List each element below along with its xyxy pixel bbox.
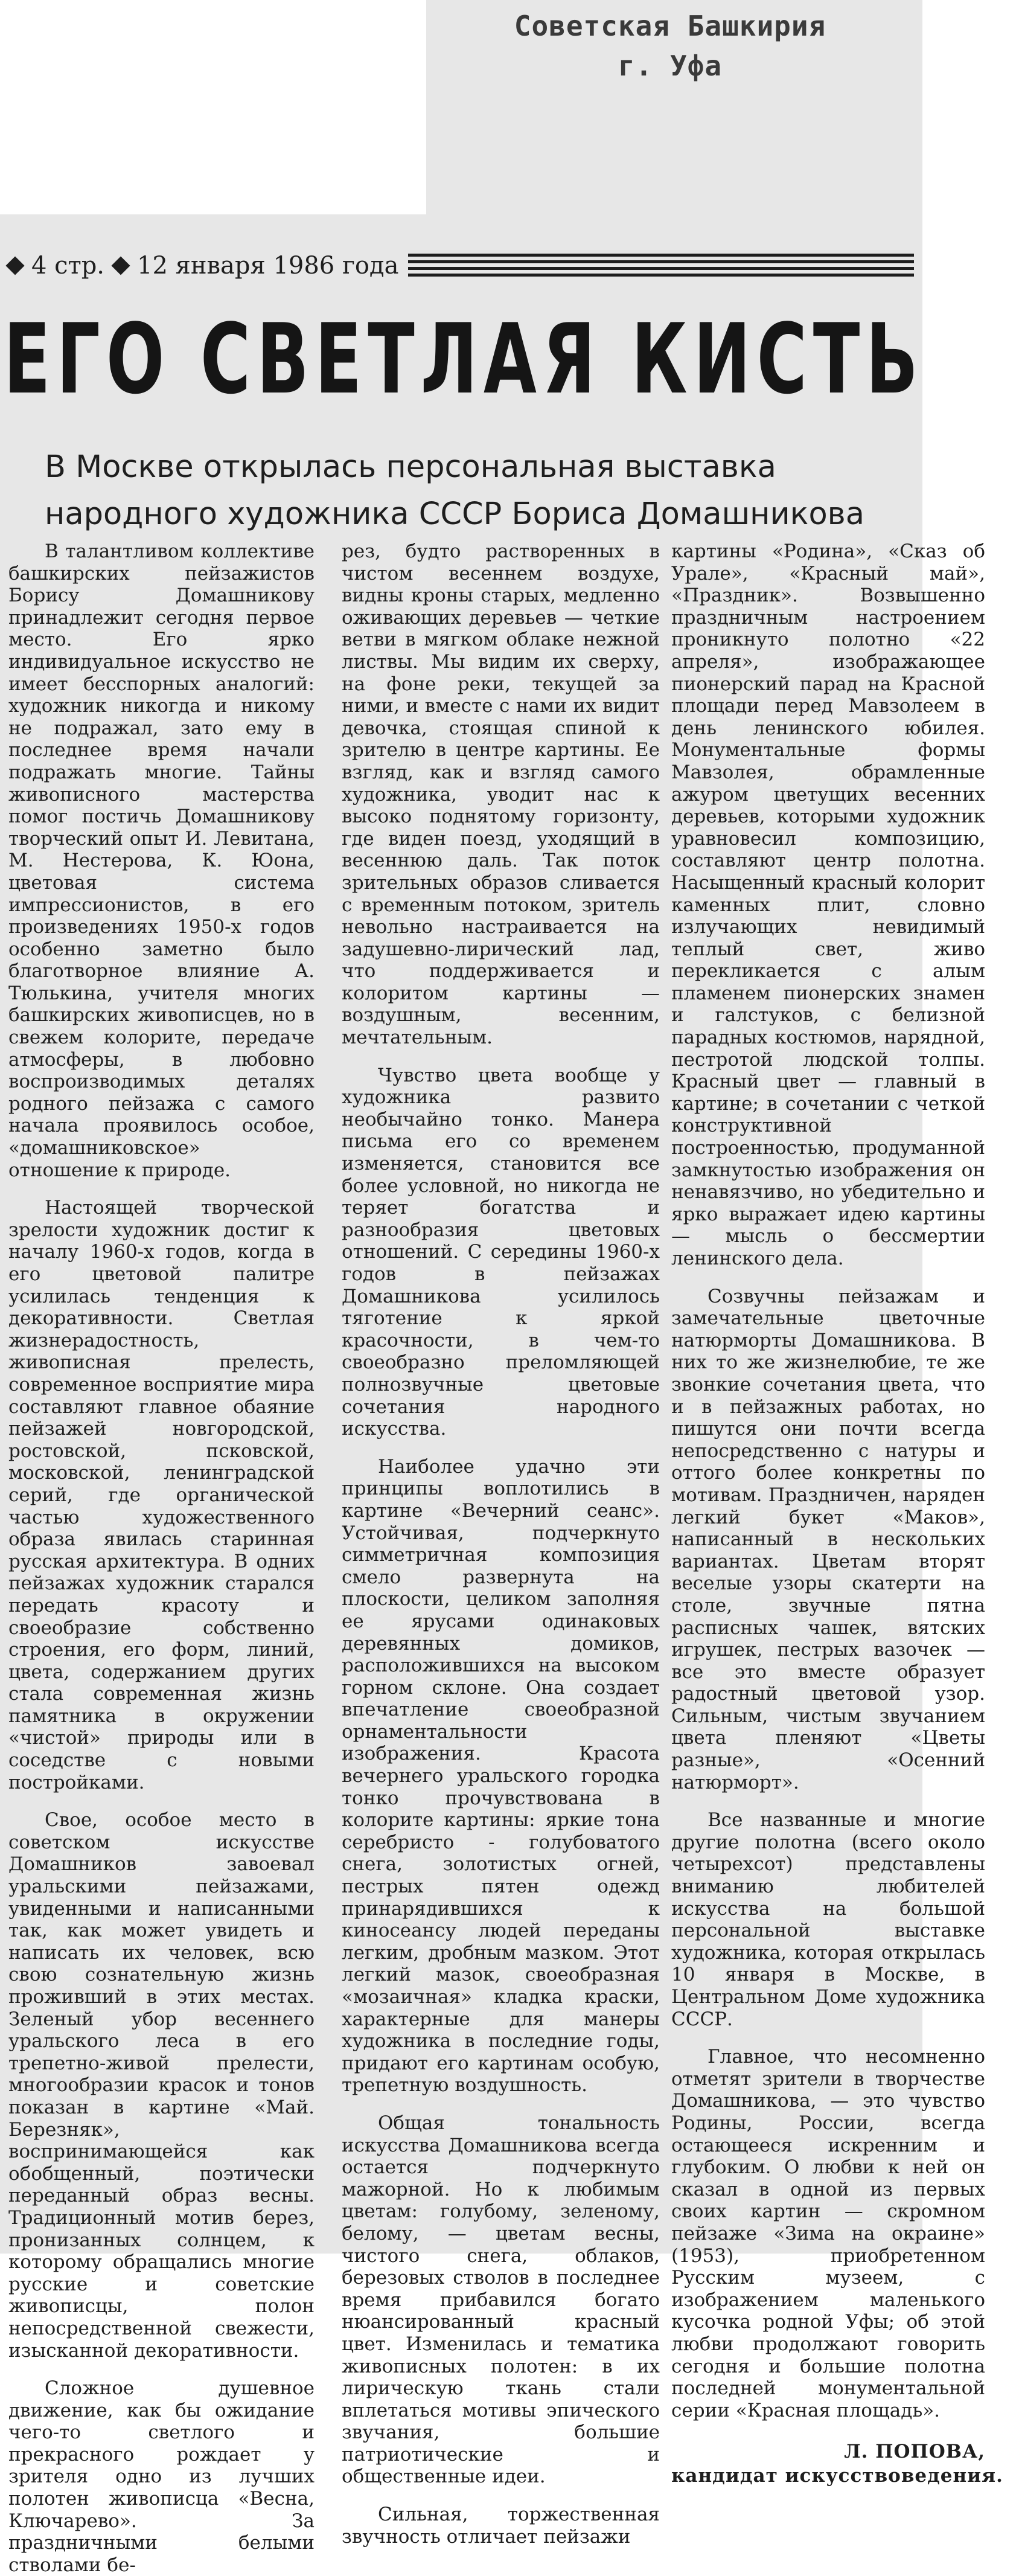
paragraph-4-end: рез, будто растворенных в чистом весеннем воздухе, видны кроны старых, медленно оживающих деревьев — четкие ветви в мягком облаке нежной листвы. Мы видим их сверху, на фоне реки, текущей за ними, и вместе с нами их видит девочка, стоящая спиной к зрителю в центре картины. Ее взгляд, как и взгляд самого художника, уводит нас к высоко поднятому горизонту, где виден поезд, уходящий в весеннюю даль. Так поток зрительных образов сливается с временным потоком, зритель невольно настраивается на задушевно-лирический лад, что поддерживается и колоритом картины — воздушным, весенним, мечтательным. <box>342 540 660 1049</box>
paragraph-8-start: Сильная, торжественная звучность отличает пейзажи <box>342 2504 660 2548</box>
paragraph-7: Общая тональность искусства Домашникова всегда остается подчеркнуто мажорной. Но к любимым цветам: голубому, зеленому, белому, — цветам весны, чистого снега, облаков, березовых стволов в последнее время прибавился богато нюансированный красный цвет. Изменилась и тематика живописных полотен: в их лирическую ткань стали вплетаться мотивы эпического звучания, большие патриотические и общественные идеи. <box>342 2112 660 2488</box>
subheadline-line-2: народного художника СССР Бориса Домашникова <box>45 496 864 532</box>
text-column-3 <box>671 540 1003 2487</box>
article-headline: ЕГО СВЕТЛАЯ КИСТЬ <box>4 303 924 415</box>
paragraph-4-start: Сложное душевное движение, как бы ожидание чего-то светлого и прекрасного рождает у зрителя одно из лучших полотен живописца «Весна, Ключарево». За праздничными белыми стволами бе- <box>8 2377 315 2576</box>
page-number: 4 стр. <box>31 252 105 280</box>
author-signature <box>671 2440 1003 2488</box>
author-name: Л. ПОПОВА, <box>844 2441 985 2463</box>
issue-date: 12 января 1986 года <box>137 252 399 280</box>
dateline <box>8 248 914 284</box>
dateline-rule <box>408 254 914 278</box>
stamp-newspaper: Советская Башкирия <box>514 10 826 42</box>
text-column-2 <box>342 540 660 2548</box>
paragraph-1: В талантливом коллективе башкирских пейзажистов Борису Домашникову принадлежит сегодня первое место. Его ярко индивидуальное искусство не имеет бесспорных аналогий: художник никогда и никому не подражал, зато ему в последнее время начали подражать многие. Тайны живописного мастерства помог постичь Домашникову творческий опыт И. Левитана, М. Нестерова, К. Юона, цветовая система импрессионистов, в его произведениях 1950-х годов особенно заметно было благотворное влияние А. Тюлькина, учителя многих башкирских живописцев, но в свежем колорите, передаче атмосферы, в любовно воспроизводимых деталях родного пейзажа с самого начала проявилось особое, «домашниковское» отношение к природе. <box>8 540 315 1181</box>
author-title: кандидат искусствоведения. <box>671 2465 1003 2487</box>
article-subheadline <box>45 444 890 538</box>
paragraph-9: Созвучны пейзажам и замечательные цветочные натюрморты Домашникова. В них то же жизнелюбие, те же звонкие сочетания цвета, что и в пейзажных работах, но пишутся они почти всегда непосредственно с натуры и оттого более конкретны по мотивам. Праздничен, наряден легкий букет «Маков», написанный в нескольких вариантах. Цветам вторят веселые узоры скатерти на столе, звучные пятна расписных чашек, вятских игрушек, пестрых вазочек — все это вместе образует радостный цветовой узор. Сильным, чистым звучанием цвета пленяют «Цветы разные», «Осенний натюрморт». <box>671 1285 985 1793</box>
subheadline-line-1: В Москве открылась персональная выставка <box>45 449 776 485</box>
paragraph-6: Наиболее удачно эти принципы воплотились в картине «Вечерний сеанс». Устойчивая, подчеркнуто симметричная композиция смело развернута на плоскости, целиком заполняя ее ярусами одинаковых деревянных домиков, расположившихся на высоком горном склоне. Она создает впечатление своеобразной орнаментальности изображения. Красота вечернего уральского городка тонко прочувствована в колорите картины: яркие тона серебристо - голубоватого снега, золотистых огней, пестрых пятен одежд принарядившихся к киносеансу людей переданы легким, дробным мазком. Этот легкий мазок, своеобразная «мозаичная» кладка краски, характерные для манеры художника в последние годы, придают его картинам особую, трепетную воздушность. <box>342 1455 660 2097</box>
paragraph-11: Главное, что несомненно отметят зрители в творчестве Домашникова, — это чувство Родины, России, всегда остающееся искренним и глубоким. О любви к ней он сказал в одной из первых своих картин — скромном пейзаже «Зима на окраине» (1953), приобретенном Русским музеем, с изображением маленького кусочка родной Уфы; об этой любви продолжают говорить сегодня и большие полотна последней монументальной серии «Красная площадь». <box>671 2046 985 2421</box>
paragraph-3: Свое, особое место в советском искусстве Домашников завоевал уральскими пейзажами, увиденными и написанными так, как может увидеть и написать их человек, всю свою сознательную жизнь проживший в этих местах. Зеленый убор весеннего уральского леса в его трепетно-живой прелести, многообразии красок и тонов показан в картине «Май. Березняк», воспринимающейся как обобщенный, поэтически переданный образ весны. Традиционный мотив берез, пронизанных солнцем, к которому обращались многие русские и советские живописцы, полон непосредственной свежести, изысканной декоративности. <box>8 1809 315 2362</box>
source-stamp <box>477 6 863 86</box>
text-column-1 <box>8 540 315 2576</box>
paragraph-5: Чувство цвета вообще у художника развито необычайно тонко. Манера письма его со временем изменяется, становится все более условной, но никогда не теряет богатства и разнообразия цветовых отношений. С середины 1960-х годов в пейзажах Домашникова усилилось тяготение к яркой красочности, в чем-то своеобразно преломляющей полнозвучные цветовые сочетания народного искусства. <box>342 1064 660 1440</box>
diamond-icon <box>5 256 24 275</box>
paragraph-8-end: картины «Родина», «Сказ об Урале», «Красный май», «Праздник». Возвышенно праздничным настроением проникнуто полотно «22 апреля», изображающее пионерский парад на Красной площади перед Мавзолеем в день ленинского юбилея. Монументальные формы Мавзолея, обрамленные ажуром цветущих весенних деревьев, которыми художник уравновесил композицию, составляют центр полотна. Насыщенный красный колорит каменных плит, словно излучающих невидимый теплый свет, живо перекликается с алым пламенем пионерских знамен и галстуков, с белизной парадных костюмов, нарядной, пестротой людской толпы. Красный цвет — главный в картине; в сочетании с четкой конструктивной построенностью, продуманной замкнутостью изображения он ненавязчиво, но убедительно и ярко выражает идею картины — мысль о бессмертии ленинского дела. <box>671 540 985 1269</box>
paragraph-2: Настоящей творческой зрелости художник достиг к началу 1960-х годов, когда в его цветовой палитре усилилась тенденция к декоративности. Светлая жизнерадостность, живописная прелесть, современное восприятие мира составляют главное обаяние пейзажей новгородской, ростовской, псковской, московской, ленинградской серий, где органической частью художественного образа явилась старинная русская архитектура. В одних пейзажах художник старался передать красоту и своеобразие собственно строения, его форм, линий, цвета, содержанием других стала современная жизнь памятника в окружении «чистой» природы или в соседстве с новыми постройками. <box>8 1197 315 1793</box>
stamp-city: г. Уфа <box>618 50 723 82</box>
diamond-icon <box>111 256 130 275</box>
paragraph-10: Все названные и многие другие полотна (всего около четырехсот) представлены вниманию любителей искусства на большой персональной выставке художника, которая открылась 10 января в Москве, в Центральном Доме художника СССР. <box>671 1809 985 2030</box>
